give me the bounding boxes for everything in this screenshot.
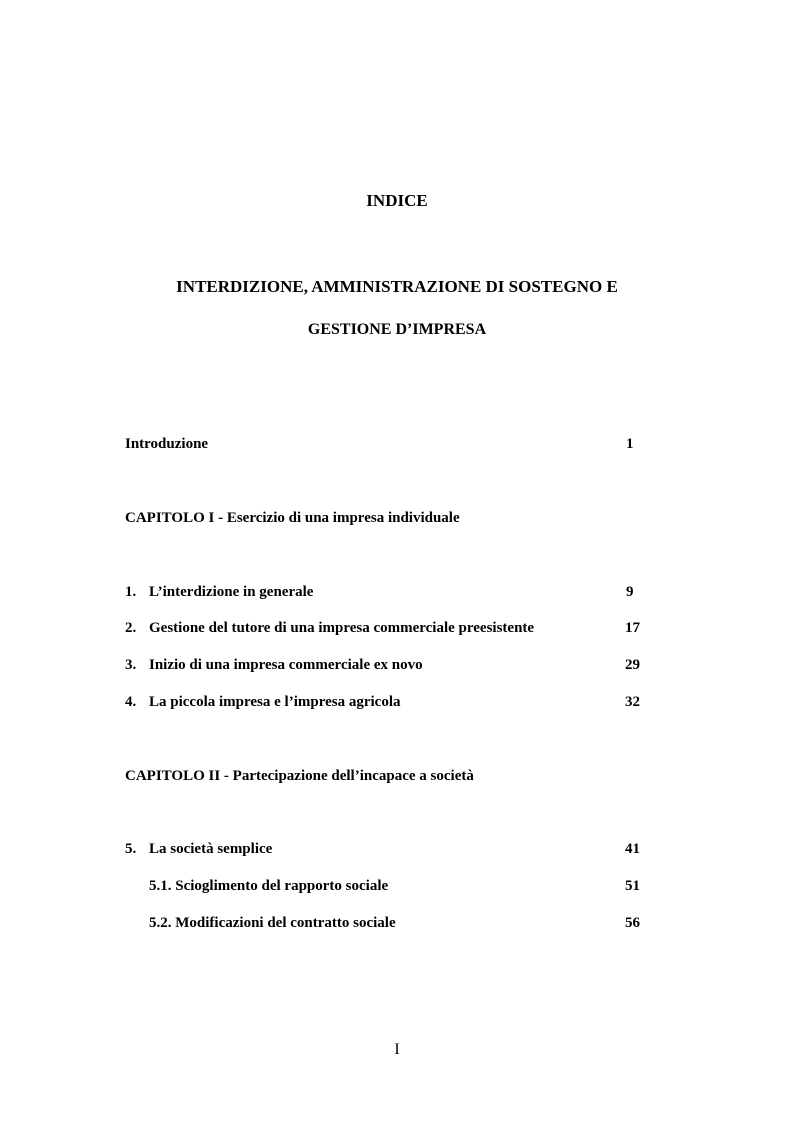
- toc-entry-5-2-page: 56: [625, 915, 640, 931]
- toc-entry-3-page: 29: [625, 657, 640, 673]
- toc-entry-3: [125, 656, 423, 674]
- page-number: I: [394, 1041, 400, 1058]
- toc-entry-5-1-page: 51: [625, 878, 640, 894]
- main-title-line-1: INTERDIZIONE, AMMINISTRAZIONE DI SOSTEGNO E: [176, 277, 618, 296]
- toc-entry-number: 4.: [125, 694, 137, 710]
- toc-entry-2-page: 17: [625, 620, 640, 636]
- toc-entry-label: L’interdizione in generale: [149, 584, 314, 600]
- toc-introduction-label: Introduzione: [125, 436, 209, 452]
- toc-entry-5-page: 41: [625, 841, 640, 857]
- toc-entry-1-page: 9: [626, 584, 634, 600]
- chapter-2-title: CAPITOLO II - Partecipazione dell’incapace a società: [125, 768, 474, 784]
- toc-entry-label: Gestione del tutore di una impresa commerciale preesistente: [149, 620, 535, 636]
- toc-entry-1: [125, 583, 313, 601]
- toc-entry-label: La società semplice: [149, 841, 273, 857]
- index-title: INDICE: [366, 191, 428, 210]
- toc-entry-number: 2.: [125, 620, 137, 636]
- toc-entry-5-1: 5.1. Scioglimento del rapporto sociale: [149, 878, 389, 894]
- toc-entry-2: [125, 619, 534, 637]
- toc-entry-5-2: 5.2. Modificazioni del contratto sociale: [149, 915, 396, 931]
- toc-entry-label: La piccola impresa e l’impresa agricola: [149, 694, 401, 710]
- chapter-1-title: CAPITOLO I - Esercizio di una impresa individuale: [125, 510, 460, 526]
- toc-entry-5: [125, 840, 272, 858]
- main-title-line-2: GESTIONE D’IMPRESA: [307, 321, 487, 338]
- toc-entry-number: 5.: [125, 841, 137, 857]
- toc-introduction-page: 1: [626, 436, 634, 452]
- toc-entry-number: 3.: [125, 657, 137, 673]
- toc-entry-4: [125, 693, 401, 711]
- toc-entry-label: Inizio di una impresa commerciale ex novo: [149, 657, 423, 673]
- toc-entry-number: 1.: [125, 584, 137, 600]
- toc-entry-4-page: 32: [625, 694, 640, 710]
